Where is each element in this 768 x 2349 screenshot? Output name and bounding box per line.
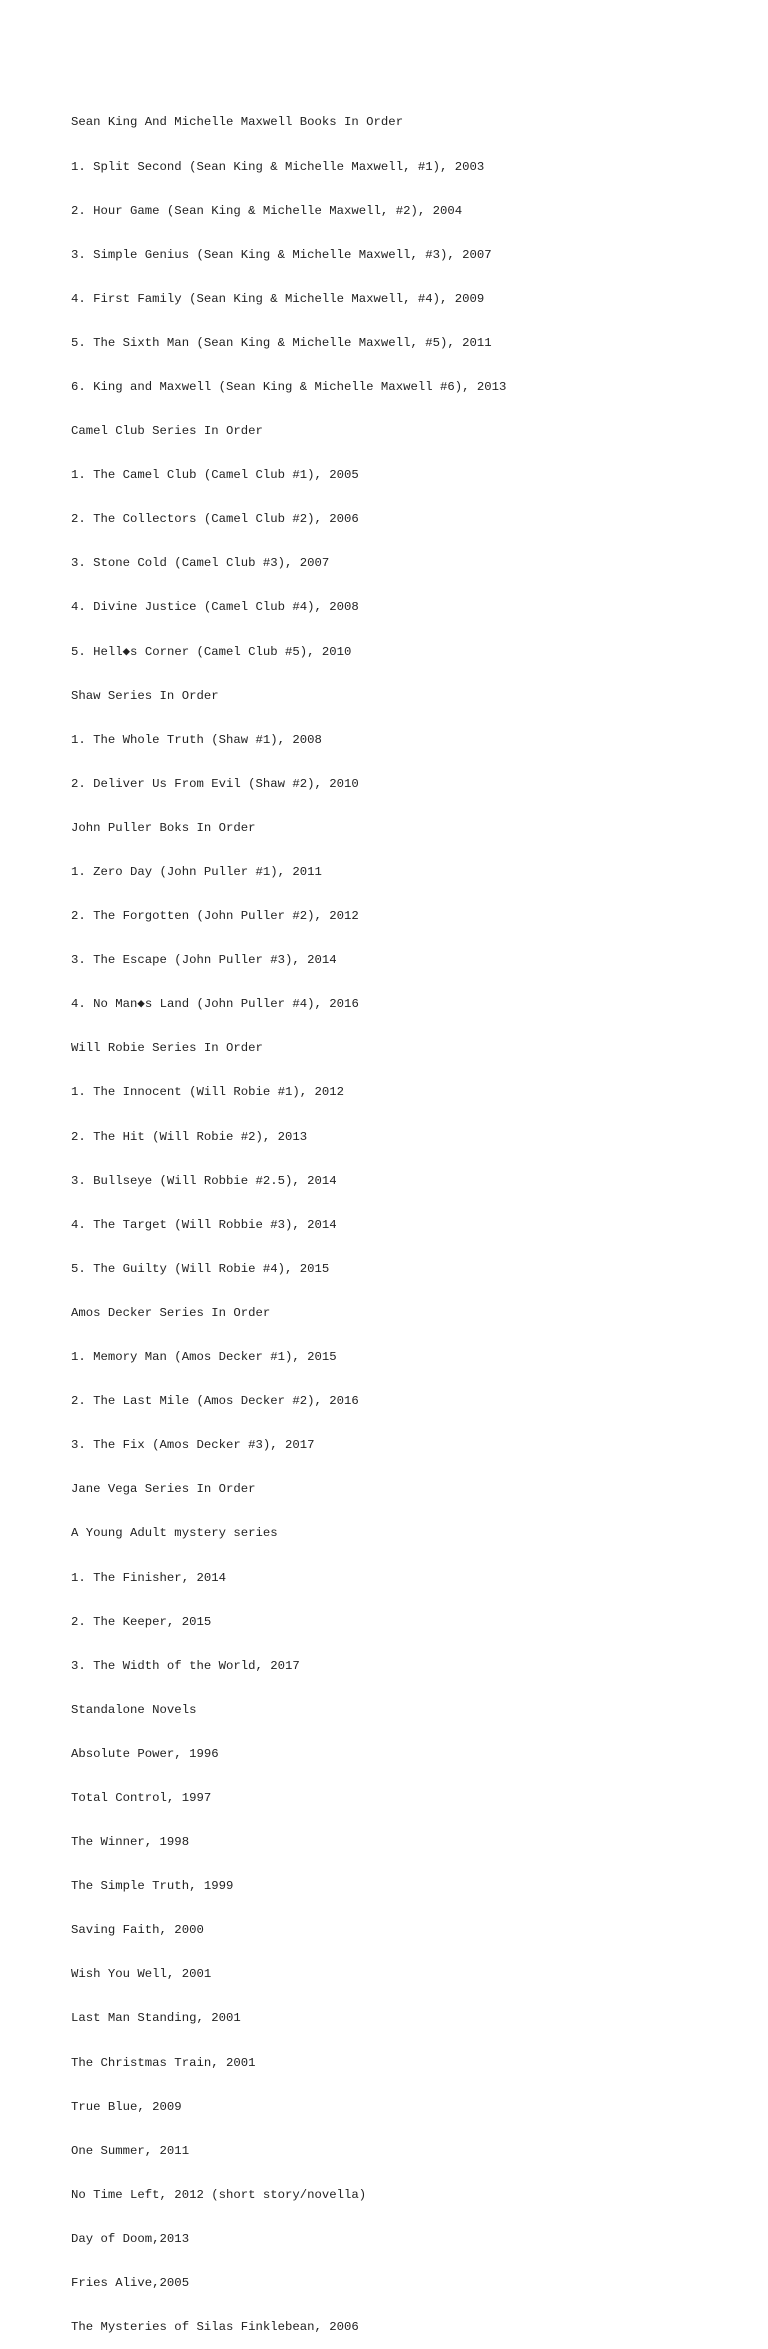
list-item: 3. The Fix (Amos Decker #3), 2017 xyxy=(71,1438,315,1453)
list-item: The Winner, 1998 xyxy=(71,1835,190,1850)
list-item: 1. The Finisher, 2014 xyxy=(71,1570,226,1585)
list-item: 2. The Forgotten (John Puller #2), 2012 xyxy=(71,909,359,924)
section-heading: Will Robie Series In Order xyxy=(71,1041,263,1056)
section-heading: Amos Decker Series In Order xyxy=(71,1305,271,1320)
section-heading: Sean King And Michelle Maxwell Books In Order xyxy=(71,115,404,130)
list-item: The Christmas Train, 2001 xyxy=(71,2055,256,2070)
list-item: 3. Bullseye (Will Robbie #2.5), 2014 xyxy=(71,1173,337,1188)
list-item: Total Control, 1997 xyxy=(71,1790,212,1805)
list-item: 4. First Family (Sean King & Michelle Maxwell, #4), 2009 xyxy=(71,291,485,306)
list-item: One Summer, 2011 xyxy=(71,2143,190,2158)
section-heading: John Puller Boks In Order xyxy=(71,820,256,835)
section-subheading: A Young Adult mystery series xyxy=(71,1526,278,1541)
list-item: 4. Divine Justice (Camel Club #4), 2008 xyxy=(71,600,359,615)
list-item: 2. The Last Mile (Amos Decker #2), 2016 xyxy=(71,1394,359,1409)
list-item: 5. The Sixth Man (Sean King & Michelle Maxwell, #5), 2011 xyxy=(71,335,492,350)
list-item: 1. The Innocent (Will Robie #1), 2012 xyxy=(71,1085,345,1100)
list-item: Wish You Well, 2001 xyxy=(71,1967,212,1982)
list-item: Day of Doom,2013 xyxy=(71,2231,190,2246)
section-heading: Standalone Novels xyxy=(71,1702,197,1717)
section-heading: Camel Club Series In Order xyxy=(71,424,263,439)
list-item: 1. The Whole Truth (Shaw #1), 2008 xyxy=(71,732,322,747)
list-item: 2. Hour Game (Sean King & Michelle Maxwell, #2), 2004 xyxy=(71,203,463,218)
list-item: 3. Simple Genius (Sean King & Michelle Maxwell, #3), 2007 xyxy=(71,247,492,262)
list-item: 1. Memory Man (Amos Decker #1), 2015 xyxy=(71,1350,337,1365)
document-body xyxy=(71,86,751,2349)
list-item: Fries Alive,2005 xyxy=(71,2276,190,2290)
list-item: 5. Hell◆s Corner (Camel Club #5), 2010 xyxy=(71,644,352,659)
list-item: 5. The Guilty (Will Robie #4), 2015 xyxy=(71,1261,330,1276)
list-item: No Time Left, 2012 (short story/novella) xyxy=(71,2187,367,2202)
list-item: Last Man Standing, 2001 xyxy=(71,2011,241,2026)
list-item: True Blue, 2009 xyxy=(71,2099,182,2114)
list-item: 4. The Target (Will Robbie #3), 2014 xyxy=(71,1217,337,1232)
list-item: 3. The Escape (John Puller #3), 2014 xyxy=(71,953,337,968)
list-item: 2. The Keeper, 2015 xyxy=(71,1614,212,1629)
list-item: 2. Deliver Us From Evil (Shaw #2), 2010 xyxy=(71,776,359,791)
list-item: The Mysteries of Silas Finklebean, 2006 xyxy=(71,2320,359,2335)
list-item: 6. King and Maxwell (Sean King & Michelle Maxwell #6), 2013 xyxy=(71,379,507,394)
list-item: 3. Stone Cold (Camel Club #3), 2007 xyxy=(71,556,330,571)
list-item: 1. Split Second (Sean King & Michelle Maxwell, #1), 2003 xyxy=(71,159,485,174)
section-heading: Jane Vega Series In Order xyxy=(71,1482,256,1497)
list-item: 1. Zero Day (John Puller #1), 2011 xyxy=(71,865,322,879)
section-heading: Shaw Series In Order xyxy=(71,688,219,703)
list-item: The Simple Truth, 1999 xyxy=(71,1879,234,1894)
list-item: 4. No Man◆s Land (John Puller #4), 2016 xyxy=(71,997,359,1012)
list-item: 2. The Collectors (Camel Club #2), 2006 xyxy=(71,512,359,527)
list-item: Absolute Power, 1996 xyxy=(71,1746,219,1761)
list-item: 3. The Width of the World, 2017 xyxy=(71,1658,300,1673)
list-item: 1. The Camel Club (Camel Club #1), 2005 xyxy=(71,468,359,483)
list-item: Saving Faith, 2000 xyxy=(71,1923,204,1938)
list-item: 2. The Hit (Will Robie #2), 2013 xyxy=(71,1129,308,1144)
